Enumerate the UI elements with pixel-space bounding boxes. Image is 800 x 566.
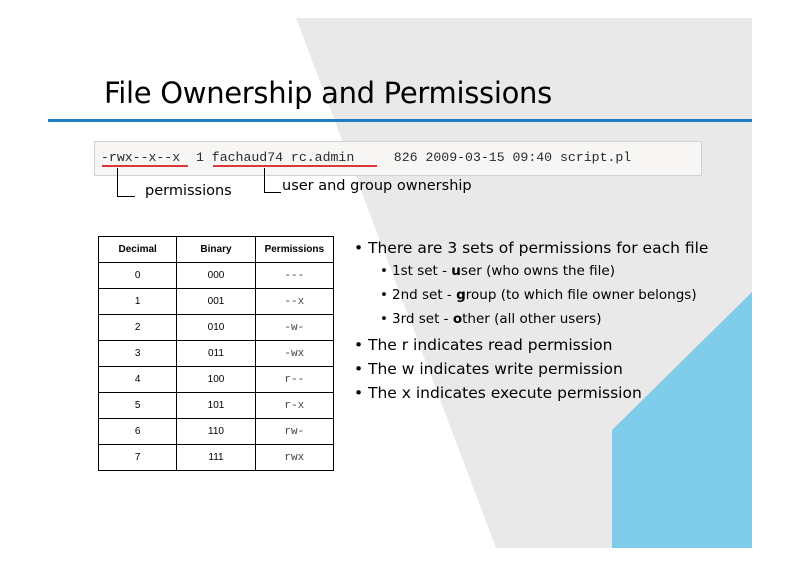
binary-cell: 001 xyxy=(177,289,255,315)
file-listing-box xyxy=(94,141,702,176)
decimal-cell: 1 xyxy=(99,289,177,315)
permission-cell: rw- xyxy=(255,419,333,445)
bullet-icon: • xyxy=(354,384,364,402)
permission-cell: -w- xyxy=(255,315,333,341)
decimal-cell: 3 xyxy=(99,341,177,367)
ownership-leader xyxy=(264,168,281,193)
binary-cell: 100 xyxy=(177,367,255,393)
slide-title: File Ownership and Permissions xyxy=(104,76,552,110)
bullet-list xyxy=(354,238,734,407)
sub-bullet-rest: ser (who owns the file) xyxy=(460,263,615,279)
decimal-cell: 7 xyxy=(99,445,177,471)
sub-bullet-bold-letter: o xyxy=(452,311,463,327)
decimal-cell: 6 xyxy=(99,419,177,445)
table-row xyxy=(99,445,334,471)
sub-bullet-prefix: 1st set - xyxy=(392,263,452,279)
bullet-icon: • xyxy=(354,239,364,257)
bullet-text: There are 3 sets of permissions for each file xyxy=(368,239,709,257)
table-row xyxy=(99,367,334,393)
bullet-sets-intro xyxy=(354,238,734,259)
table-row xyxy=(99,289,334,315)
bullet-write xyxy=(354,359,734,380)
bullet-read xyxy=(354,335,734,356)
binary-cell: 110 xyxy=(177,419,255,445)
permission-cell: --x xyxy=(255,289,333,315)
sub-bullet-user xyxy=(380,263,734,280)
binary-cell: 111 xyxy=(177,445,255,471)
ownership-callout: user and group ownership xyxy=(282,178,472,194)
bullet-icon: • xyxy=(380,311,388,327)
bullet-text: The x indicates execute permission xyxy=(368,384,642,402)
permission-cell: rwx xyxy=(255,445,333,471)
title-rule xyxy=(48,119,752,122)
sub-bullet-prefix: 3rd set - xyxy=(392,311,453,327)
permissions-callout: permissions xyxy=(145,183,232,199)
bullet-icon: • xyxy=(380,287,388,303)
bullet-icon: • xyxy=(354,360,364,378)
decimal-cell: 5 xyxy=(99,393,177,419)
bullet-icon: • xyxy=(380,263,388,279)
header-decimal: Decimal xyxy=(99,237,177,263)
binary-cell: 011 xyxy=(177,341,255,367)
permission-cell: --- xyxy=(255,263,333,289)
sub-bullet-other xyxy=(380,311,734,328)
table-row xyxy=(99,315,334,341)
decimal-cell: 0 xyxy=(99,263,177,289)
sub-bullet-prefix: 2nd set - xyxy=(392,287,457,303)
table-row xyxy=(99,419,334,445)
bullet-icon: • xyxy=(354,336,364,354)
sub-bullet-bold-letter: g xyxy=(456,287,466,303)
bullet-text: The w indicates write permission xyxy=(368,360,623,378)
binary-cell: 000 xyxy=(177,263,255,289)
binary-cell: 101 xyxy=(177,393,255,419)
decimal-cell: 2 xyxy=(99,315,177,341)
sub-bullet-bold-letter: u xyxy=(451,263,461,279)
permissions-table xyxy=(98,236,334,471)
permission-cell: -wx xyxy=(255,341,333,367)
table-row xyxy=(99,341,334,367)
bullet-text: The r indicates read permission xyxy=(368,336,613,354)
bullet-execute xyxy=(354,383,734,404)
decimal-cell: 4 xyxy=(99,367,177,393)
permissions-underline xyxy=(102,165,188,167)
header-binary: Binary xyxy=(177,237,255,263)
sub-bullet-rest: roup (to which file owner belongs) xyxy=(465,287,697,303)
permission-cell: r-- xyxy=(255,367,333,393)
sub-bullet-rest: ther (all other users) xyxy=(462,311,602,327)
sub-bullet-group xyxy=(380,287,734,304)
permissions-leader xyxy=(117,168,135,197)
ownership-underline xyxy=(213,165,377,167)
binary-cell: 010 xyxy=(177,315,255,341)
permission-cell: r-x xyxy=(255,393,333,419)
file-listing-line: -rwx--x--x 1 fachaud74 rc.admin 826 2009-03-15 09:40 script.pl xyxy=(101,150,632,165)
header-permissions: Permissions xyxy=(255,237,333,263)
table-header-row xyxy=(99,237,334,263)
table-row xyxy=(99,263,334,289)
table-row xyxy=(99,393,334,419)
